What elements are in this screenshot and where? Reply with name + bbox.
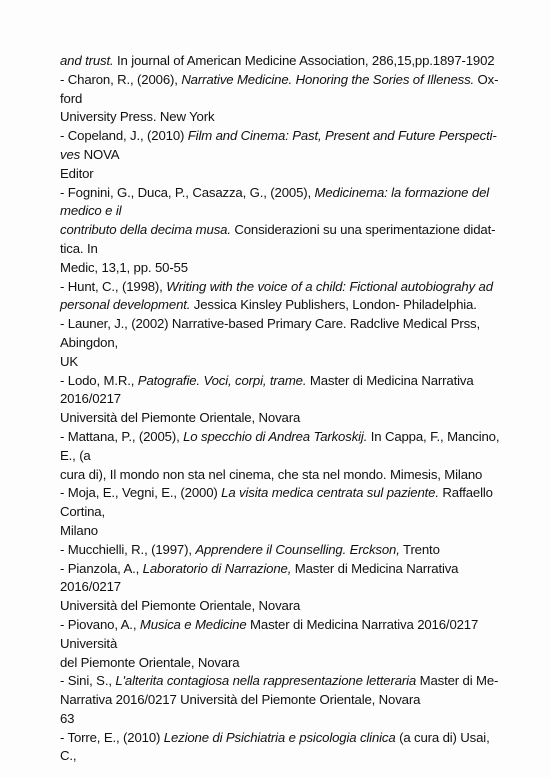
text-span: cura di), Il mondo non sta nel cinema, che sta nel mondo. Mimesis, Milano bbox=[60, 466, 483, 482]
text-span: 2016/0217 bbox=[60, 391, 121, 407]
text-span: - Piovano, A., bbox=[60, 616, 140, 632]
text-span: Master di Medicina Narrativa 2016/0217 bbox=[246, 616, 479, 632]
text-span: Milano bbox=[60, 522, 98, 538]
italic-text: Film and Cinema: Past, Present and Future Perspecti- bbox=[187, 128, 497, 144]
text-line bbox=[60, 672, 500, 691]
text-line bbox=[60, 240, 500, 259]
text-span: 2016/0217 bbox=[60, 579, 121, 595]
text-span: - Pianzola, A., bbox=[60, 560, 143, 576]
text-span: Master di Medicina Narrativa bbox=[291, 560, 459, 576]
italic-text: La visita medica centrata sul paziente. bbox=[221, 485, 439, 501]
text-line bbox=[60, 296, 500, 315]
text-span: Università del Piemonte Orientale, Novara bbox=[60, 410, 301, 426]
text-span: Considerazioni su una sperimentazione didat- bbox=[230, 222, 496, 238]
italic-text: Apprendere il Counselling. Erckson, bbox=[195, 541, 400, 557]
text-line bbox=[60, 278, 500, 297]
text-line bbox=[60, 428, 500, 447]
text-span: Abingdon, bbox=[60, 334, 119, 350]
italic-text: Laboratorio di Narrazione, bbox=[142, 560, 292, 576]
text-span: (a cura di) Usai, bbox=[395, 729, 490, 745]
text-span: - Mucchielli, R., (1997), bbox=[60, 541, 196, 557]
text-line bbox=[60, 52, 500, 71]
italic-text: Lezione di Psichiatria e psicologia clinica bbox=[163, 729, 396, 745]
text-line bbox=[60, 691, 500, 710]
text-span: Ox- bbox=[474, 71, 499, 87]
text-line bbox=[60, 466, 500, 485]
text-line bbox=[60, 522, 500, 541]
text-span: Trento bbox=[399, 541, 440, 557]
text-span: Master di Medicina Narrativa bbox=[306, 372, 474, 388]
italic-text: medico e il bbox=[60, 203, 122, 219]
text-span: NOVA bbox=[80, 146, 120, 162]
text-line bbox=[60, 654, 500, 673]
text-span: 63 bbox=[60, 710, 75, 726]
text-span: Raffaello bbox=[438, 485, 493, 501]
text-span: Medic, 13,1, pp. 50-55 bbox=[60, 259, 188, 275]
text-line bbox=[60, 635, 500, 654]
text-span: Narrativa 2016/0217 Università del Piemonte Orientale, Novara bbox=[60, 692, 421, 708]
text-line bbox=[60, 484, 500, 503]
text-span: In Cappa, F., Mancino, bbox=[367, 428, 500, 444]
italic-text: Medicinema: la formazione del bbox=[314, 184, 490, 200]
text-line bbox=[60, 127, 500, 146]
text-line bbox=[60, 578, 500, 597]
italic-text: Lo specchio di Andrea Tarkoskij. bbox=[183, 428, 368, 444]
text-span: - Mattana, P., (2005), bbox=[60, 428, 184, 444]
text-span: del Piemonte Orientale, Novara bbox=[60, 654, 240, 670]
text-span: - Charon, R., (2006), bbox=[60, 71, 182, 87]
text-span: - Sini, S., bbox=[60, 673, 116, 689]
text-line bbox=[60, 710, 500, 729]
italic-text: Writing with the voice of a child: Fictional autobiograhy ad bbox=[166, 278, 493, 294]
text-line bbox=[60, 541, 500, 560]
text-line bbox=[60, 447, 500, 466]
text-span: University Press. New York bbox=[60, 109, 215, 125]
text-span: - Launer, J., (2002) Narrative-based Primary Care. Radclive Medical Prss, bbox=[60, 316, 481, 332]
italic-text: personal development. bbox=[60, 297, 191, 313]
text-span: tica. In bbox=[60, 240, 98, 256]
text-span: Università bbox=[60, 635, 118, 651]
text-span: UK bbox=[60, 353, 79, 369]
text-line bbox=[60, 90, 500, 109]
text-line bbox=[60, 616, 500, 635]
text-line bbox=[60, 597, 500, 616]
text-span: ford bbox=[60, 90, 83, 106]
italic-text: L'alterita contagiosa nella rappresentazione letteraria bbox=[115, 673, 417, 689]
text-span: E., (a bbox=[60, 447, 91, 463]
text-line bbox=[60, 165, 500, 184]
text-line bbox=[60, 202, 500, 221]
text-span: Jessica Kinsley Publishers, London- Philadelphia. bbox=[190, 297, 477, 313]
text-span: - Lodo, M.R., bbox=[60, 372, 138, 388]
text-span: C., bbox=[60, 748, 77, 764]
text-line bbox=[60, 334, 500, 353]
text-line bbox=[60, 390, 500, 409]
italic-text: ves bbox=[60, 146, 81, 162]
italic-text: Narrative Medicine. Honoring the Sories of Illeness. bbox=[181, 71, 475, 87]
text-span: - Hunt, C., (1998), bbox=[60, 278, 167, 294]
text-line bbox=[60, 372, 500, 391]
text-line bbox=[60, 503, 500, 522]
text-line bbox=[60, 409, 500, 428]
text-span: - Copeland, J., (2010) bbox=[60, 128, 188, 144]
text-span: Università del Piemonte Orientale, Novara bbox=[60, 598, 301, 614]
italic-text: and trust. bbox=[60, 53, 114, 68]
bibliography-text bbox=[60, 52, 500, 766]
text-span: Cortina, bbox=[60, 504, 105, 520]
text-line bbox=[60, 560, 500, 579]
text-line bbox=[60, 221, 500, 240]
italic-text: contributo della decima musa. bbox=[60, 222, 231, 238]
text-span: - Torre, E., (2010) bbox=[60, 729, 164, 745]
text-line bbox=[60, 747, 500, 766]
text-line bbox=[60, 259, 500, 278]
italic-text: Patografie. Voci, corpi, trame. bbox=[137, 372, 307, 388]
text-span: In journal of American Medicine Association, 286,15,pp.1897-1902 bbox=[113, 53, 495, 68]
text-span: Editor bbox=[60, 165, 94, 181]
text-line bbox=[60, 729, 500, 748]
text-line bbox=[60, 146, 500, 165]
text-line bbox=[60, 71, 500, 90]
text-span: - Moja, E., Vegni, E., (2000) bbox=[60, 485, 222, 501]
text-line bbox=[60, 108, 500, 127]
text-span: Master di Me- bbox=[416, 673, 499, 689]
text-line bbox=[60, 315, 500, 334]
italic-text: Musica e Medicine bbox=[139, 616, 247, 632]
text-span: - Fognini, G., Duca, P., Casazza, G., (2005), bbox=[60, 184, 315, 200]
text-line bbox=[60, 353, 500, 372]
text-line bbox=[60, 184, 500, 203]
